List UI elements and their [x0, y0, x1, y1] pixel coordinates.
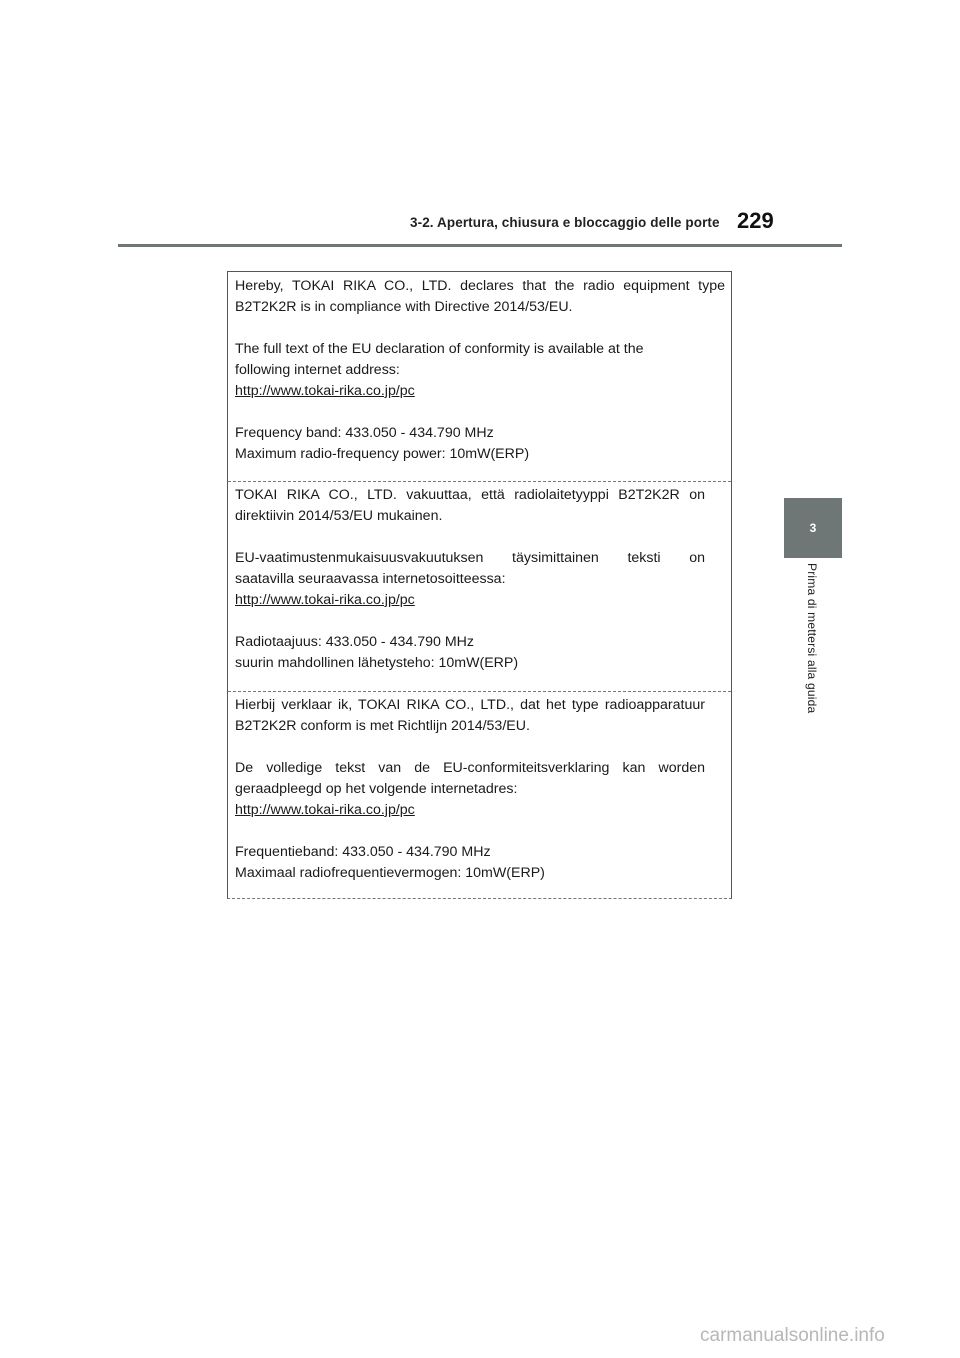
- section-divider: [228, 691, 731, 692]
- availability-text-line2: following internet address:: [235, 362, 400, 378]
- notice-dutch: [235, 695, 705, 884]
- radio-compliance-box: [227, 271, 732, 899]
- declaration-text: TOKAI RIKA CO., LTD. vakuuttaa, että radiolaitetyyppi B2T2K2R on direktiivin 2014/53/EU mukainen.: [235, 487, 705, 524]
- frequency-band-text: Radiotaajuus: 433.050 - 434.790 MHz: [235, 634, 474, 650]
- chapter-number: 3: [809, 521, 817, 535]
- notice-finnish: [235, 485, 705, 674]
- chapter-tab[interactable]: [784, 498, 842, 558]
- max-power-text: Maximaal radiofrequentievermogen: 10mW(ERP): [235, 865, 545, 881]
- declaration-url-link[interactable]: http://www.tokai-rika.co.jp/pc: [235, 592, 415, 608]
- declaration-url-link[interactable]: http://www.tokai-rika.co.jp/pc: [235, 383, 415, 399]
- frequency-band-text: Frequentieband: 433.050 - 434.790 MHz: [235, 844, 491, 860]
- declaration-text: Hierbij verklaar ik, TOKAI RIKA CO., LTD., dat het type radioapparatuur B2T2K2R conform is met Richtlijn 2014/53/EU.: [235, 697, 705, 734]
- watermark-text: carmanualsonline.info: [700, 1325, 885, 1346]
- availability-text-line1: De volledige tekst van de EU-conformiteitsverklaring kan worden: [235, 760, 705, 776]
- section-title: 3-2. Apertura, chiusura e bloccaggio delle porte: [410, 215, 720, 230]
- notice-english: [235, 276, 725, 465]
- max-power-text: Maximum radio-frequency power: 10mW(ERP): [235, 446, 530, 462]
- availability-text-line1: The full text of the EU declaration of conformity is available at the: [235, 341, 644, 357]
- availability-text-line2: saatavilla seuraavassa internetosoitteessa:: [235, 571, 506, 587]
- declaration-url-link[interactable]: http://www.tokai-rika.co.jp/pc: [235, 802, 415, 818]
- availability-text-line1: EU-vaatimustenmukaisuusvakuutuksen täysimittainen teksti on: [235, 550, 705, 566]
- section-divider: [228, 481, 731, 482]
- header-rule: [118, 244, 842, 247]
- chapter-title: Prima di mettersi alla guida: [805, 563, 819, 714]
- page-number: 229: [737, 208, 774, 233]
- max-power-text: suurin mahdollinen lähetysteho: 10mW(ERP): [235, 655, 519, 671]
- declaration-text: Hereby, TOKAI RIKA CO., LTD. declares that the radio equipment type B2T2K2R is in compliance with Directive 2014/53/EU.: [235, 278, 725, 315]
- frequency-band-text: Frequency band: 433.050 - 434.790 MHz: [235, 425, 494, 441]
- availability-text-line2: geraadpleegd op het volgende internetadres:: [235, 781, 518, 797]
